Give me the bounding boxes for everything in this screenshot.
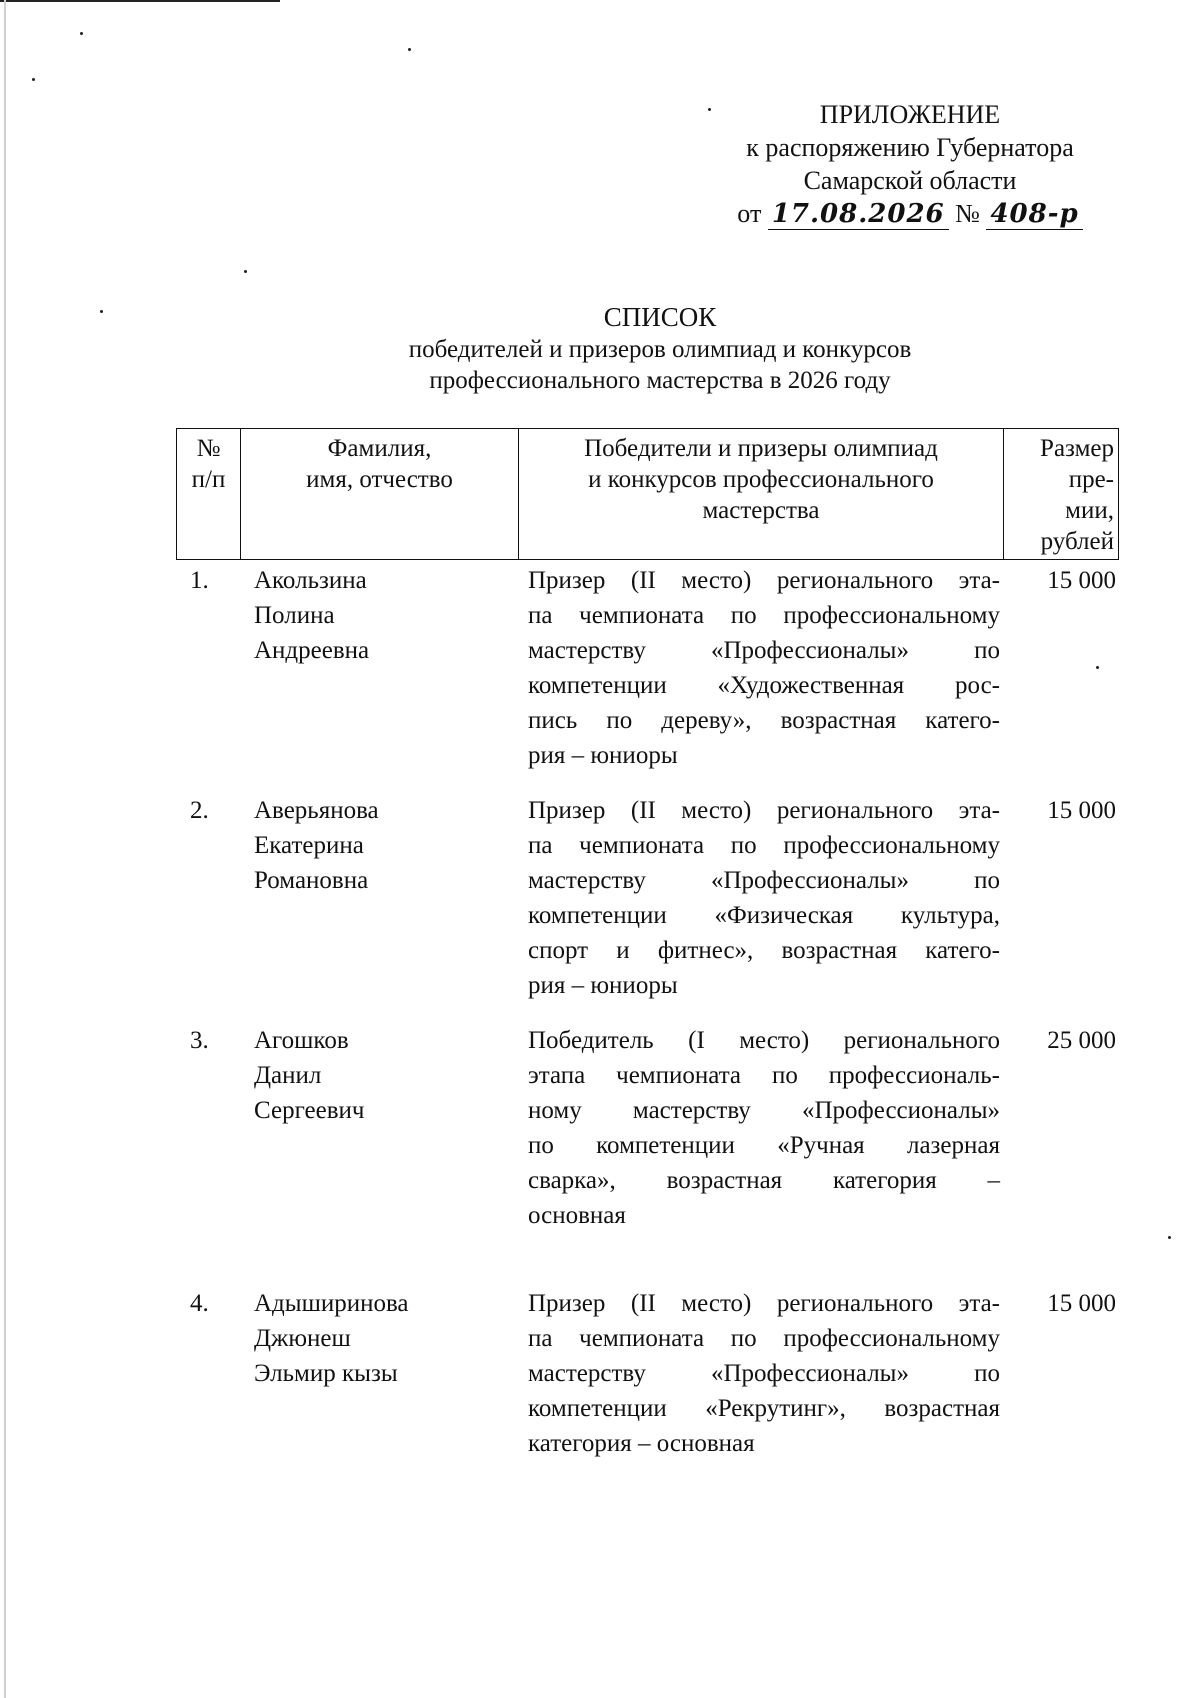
desc-line: мастерству «Профессионалы» по	[528, 637, 1000, 664]
name-line: Екатерина	[254, 832, 364, 859]
header-text: пре-	[1068, 466, 1114, 493]
header-text: Победители и призеры олимпиад	[584, 435, 938, 462]
appendix-block	[700, 98, 1120, 231]
header-amount	[1004, 429, 1118, 559]
name-line: Джюнеш	[254, 1325, 351, 1352]
scan-speck	[1168, 1236, 1171, 1239]
header-num	[177, 429, 241, 559]
desc-line: по компетенции «Ручная лазерная	[528, 1132, 1000, 1159]
desc-line: компетенции «Художественная рос-	[528, 672, 1000, 699]
row-number: 4.	[190, 1290, 209, 1317]
header-text: рублей	[1040, 528, 1114, 555]
row-number: 2.	[190, 797, 209, 824]
scan-speck	[100, 310, 103, 313]
header-name	[241, 429, 519, 559]
date-prefix: от	[737, 199, 762, 228]
header-text: имя, отчество	[306, 466, 453, 493]
award-amount: 15 000	[1047, 797, 1116, 824]
award-description	[528, 1286, 1000, 1461]
header-text: п/п	[191, 466, 226, 493]
appendix-line: к распоряжению Губернатора	[746, 133, 1074, 162]
award-description	[528, 1023, 1000, 1233]
desc-line: категория – основная	[528, 1430, 755, 1457]
number-prefix: №	[955, 199, 980, 228]
scan-speck	[32, 78, 35, 81]
appendix-line: Самарской области	[803, 166, 1017, 195]
desc-line: Призер (II место) регионального эта-	[528, 567, 1000, 594]
desc-line: сварка», возрастная категория –	[528, 1167, 1000, 1194]
name-line: Эльмир кызы	[254, 1360, 398, 1387]
header-text: мии,	[1065, 497, 1114, 524]
desc-line: Призер (II место) регионального эта-	[528, 1290, 1000, 1317]
award-amount: 25 000	[1047, 1027, 1116, 1054]
desc-line: па чемпионата по профессиональному	[528, 602, 1000, 629]
name-line: Андреевна	[254, 637, 370, 664]
desc-line: этапа чемпионата по профессиональ-	[528, 1062, 1000, 1089]
desc-line: рия – юниоры	[528, 972, 678, 999]
award-amount: 15 000	[1047, 1290, 1116, 1317]
document-subtitle: победителей и призеров олимпиад и конкурсов	[408, 336, 912, 363]
name-line: Романовна	[254, 867, 369, 894]
award-description	[528, 563, 1000, 773]
handwritten-number: 408-р	[986, 199, 1082, 230]
person-name	[254, 793, 514, 898]
desc-line: мастерству «Профессионалы» по	[528, 867, 1000, 894]
header-description	[519, 429, 1004, 559]
header-text: мастерства	[702, 497, 820, 524]
desc-line: основная	[528, 1202, 626, 1229]
handwritten-date: 17.08.2026	[768, 199, 949, 230]
name-line: Сергеевич	[254, 1097, 365, 1124]
document-heading	[300, 300, 1020, 396]
scan-edge-line	[4, 0, 6, 1698]
desc-line: пись по дереву», возрастная катего-	[528, 707, 1000, 734]
desc-line: рия – юниоры	[528, 742, 678, 769]
person-name	[254, 1286, 514, 1391]
scan-speck	[1096, 666, 1099, 669]
desc-line: компетенции «Рекрутинг», возрастная	[528, 1395, 1000, 1422]
appendix-title: ПРИЛОЖЕНИЕ	[819, 100, 1001, 129]
desc-line: па чемпионата по профессиональному	[528, 832, 1000, 859]
desc-line: Победитель (I место) регионального	[528, 1027, 1000, 1054]
desc-line: спорт и фитнес», возрастная катего-	[528, 937, 1000, 964]
scan-speck	[408, 48, 411, 51]
desc-line: мастерству «Профессионалы» по	[528, 1360, 1000, 1387]
name-line: Полина	[254, 602, 335, 629]
award-amount: 15 000	[1047, 567, 1116, 594]
scan-speck	[244, 270, 247, 273]
document-subtitle: профессионального мастерства в 2026 году	[429, 367, 891, 394]
person-name	[254, 563, 514, 668]
row-number: 3.	[190, 1027, 209, 1054]
desc-line: Призер (II место) регионального эта-	[528, 797, 1000, 824]
name-line: Данил	[254, 1062, 322, 1089]
header-text: Размер	[1040, 435, 1114, 462]
scan-edge-line	[0, 0, 280, 2]
table-header	[176, 428, 1119, 560]
header-text: и конкурсов профессионального	[588, 466, 934, 493]
person-name	[254, 1023, 514, 1128]
scan-speck	[80, 32, 83, 35]
desc-line: ному мастерству «Профессионалы»	[528, 1097, 1000, 1124]
name-line: Аверьянова	[254, 797, 379, 824]
desc-line: компетенции «Физическая культура,	[528, 902, 1000, 929]
name-line: Адыширинова	[254, 1290, 409, 1317]
name-line: Акользина	[254, 567, 367, 594]
appendix-date-line	[700, 197, 1120, 231]
row-number: 1.	[190, 567, 209, 594]
document-title: СПИСОК	[603, 302, 717, 332]
desc-line: па чемпионата по профессиональному	[528, 1325, 1000, 1352]
name-line: Агошков	[254, 1027, 349, 1054]
award-description	[528, 793, 1000, 1003]
header-text: Фамилия,	[327, 435, 432, 462]
header-text: №	[196, 435, 221, 462]
